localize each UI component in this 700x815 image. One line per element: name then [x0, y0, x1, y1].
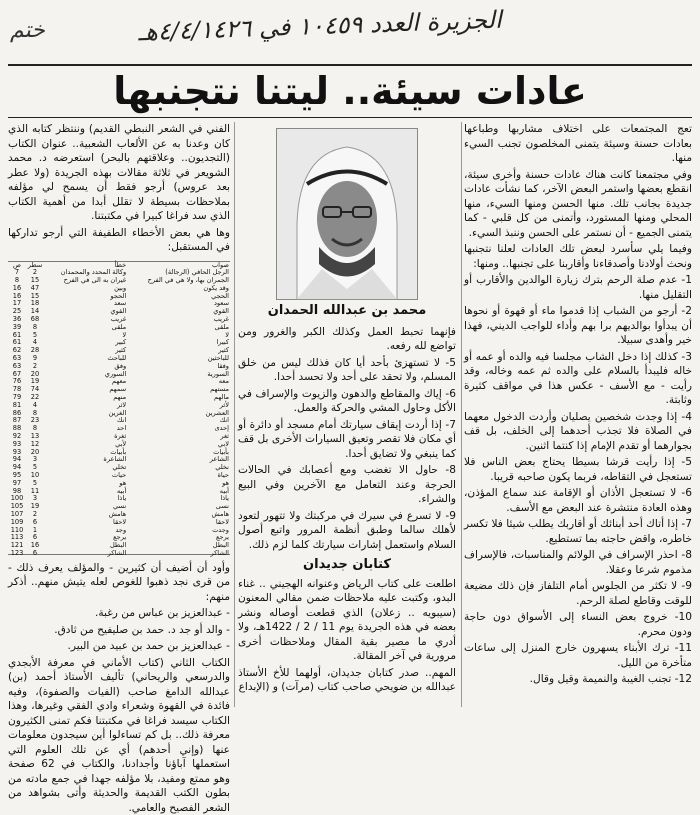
table-cell: 78	[8, 386, 26, 394]
table-cell: 15	[26, 277, 44, 285]
table-cell: 39	[8, 324, 26, 332]
author-portrait-image	[277, 129, 417, 299]
table-cell: 23	[26, 417, 44, 425]
table-cell: الحجي	[127, 293, 230, 301]
paragraph: 2- أرجو من الشباب إذا قدموا ماء أو قهوة أو نحوها أن يبدأوا بوالديهم برا بهم وأداء للواجب الديني، فهذا خير وأهدى سبيلا.	[464, 304, 692, 348]
table-cell: مستهم	[127, 386, 230, 394]
table-cell: لا	[44, 332, 127, 340]
table-cell: يرجع	[44, 534, 127, 542]
table-cell: إحدى	[127, 425, 230, 433]
paragraph: وفي مجتمعنا كانت هناك عادات حسنة وأخرى سيئة، انقطع بعضها واستمر البعض الآخر، كما نشأت عادات جديدة بجانب تلك. منها الحسن ومنها السيء، منها المحلي ومنها المستورد، وأتمنى من كل قلبي - كما يتمنى الجميع - أن نستمر على الحسن وننبذ السيء.	[464, 168, 692, 241]
paragraph: 7- إذا أردت إيقاف سيارتك أمام مسجد أو دائرة أو أي مكان فلا تقصر وتعيق السيارات الأخرى بل قف كما ينبغي ولا تضايق أحدا.	[238, 418, 456, 462]
table-cell: كثير	[127, 347, 230, 355]
table-cell: 62	[8, 347, 26, 355]
column-divider	[461, 122, 462, 707]
table-cell: 61	[8, 332, 26, 340]
errata-table-body	[8, 269, 230, 557]
table-cell: القوي	[127, 308, 230, 316]
table-cell: 100	[8, 495, 26, 503]
table-cell: 7	[8, 269, 26, 277]
paragraph: 3- كذلك إذا دخل الشاب مجلسا فيه والده أو عمه أو خاله فليبدأ بالسلام على والده ثم عمه وخاله، وقد رأيت - مع الأسف - عكس هذا في مواقف كثيرة وثابتة.	[464, 350, 692, 408]
table-cell: 3	[26, 456, 44, 464]
paragraph: 6- إياك والمقاطع والدهون والزيوت والإسراف في الأكل وحاول المشي والحركة والعمل.	[238, 387, 456, 416]
table-cell: 36	[8, 316, 26, 324]
table-cell: الحجو	[44, 293, 127, 301]
table-row	[8, 324, 230, 332]
table-cell: الشاكر	[44, 550, 127, 558]
paragraph: فإنهما تحبط العمل وكذلك الكبر والغرور ومن تواضع لله رفعه.	[238, 325, 456, 354]
table-row	[8, 550, 230, 558]
table-cell: 19	[26, 503, 44, 511]
table-cell: 5	[26, 332, 44, 340]
table-cell: 67	[8, 371, 26, 379]
table-cell: العشرين	[127, 410, 230, 418]
table-cell: نسي	[44, 503, 127, 511]
table-cell: لأبي	[44, 441, 127, 449]
table-cell: 28	[26, 347, 44, 355]
table-cell: 4	[26, 402, 44, 410]
header-cell: صواب	[127, 262, 230, 270]
table-cell: 113	[8, 534, 26, 542]
table-cell: 17	[8, 300, 26, 308]
table-cell: نخلي	[127, 464, 230, 472]
table-cell: أبيه	[44, 488, 127, 496]
photo-caption: محمد بن عبدالله الحمدان	[238, 304, 456, 319]
section-subheading: كتابان جديدان	[238, 558, 456, 573]
column-left	[8, 122, 230, 707]
table-cell: 19	[26, 378, 44, 386]
table-cell: بأبيات	[127, 449, 230, 457]
paragraph: الفني في الشعر النبطي القديم) وننتظر كتابه الذي كان وعدنا به عن الألعاب الشعبية.. عنوان الكتاب (التجديون.. وعلاقتهم بالبحر) استعرضه د. محمد الشويعر في ثلاثة مقالات بهذه الجريدة (ولا عطر بعد عروس) أرجو فقط أن يسمح لي مؤلفه بملاحظات بسيطة لا تقلل أبدا من أهمية الكتاب الذي سد فراغا كبيرا في مكتبتنا.	[8, 122, 230, 224]
header-cell: ص	[8, 262, 26, 270]
table-cell: البطل	[44, 542, 127, 550]
table-cell: 14	[26, 308, 44, 316]
table-cell: انك	[127, 417, 230, 425]
table-cell: 4	[26, 339, 44, 347]
table-cell: 22	[26, 394, 44, 402]
table-cell: وفقا	[127, 363, 230, 371]
paragraph: وها هي بعض الأخطاء الطفيفة التي أرجو تداركها في المستقبل:	[8, 226, 230, 255]
table-cell: الرجل الحافي (الرجالة)	[127, 269, 230, 277]
table-cell: 93	[8, 449, 26, 457]
table-cell: 5	[26, 480, 44, 488]
table-cell: وكالة المحدد والمحمدان	[44, 269, 127, 277]
table-cell: القوي	[44, 308, 127, 316]
table-cell: 107	[8, 511, 26, 519]
table-cell: 105	[8, 503, 26, 511]
table-cell: 8	[26, 324, 44, 332]
table-cell: 110	[8, 527, 26, 535]
table-cell: 11	[26, 488, 44, 496]
table-cell: 76	[8, 378, 26, 386]
column-right	[464, 122, 692, 707]
paragraph: 10- خروج بعض النساء إلى الأسواق دون حاجة ودون محرم.	[464, 610, 692, 639]
paragraph: - والد أو جد د. حمد بن صليفيح من ثادق.	[8, 623, 230, 638]
table-cell: 16	[8, 293, 26, 301]
table-cell: 6	[26, 550, 44, 558]
table-cell: 2	[26, 511, 44, 519]
table-cell: 61	[8, 339, 26, 347]
table-cell: 1	[26, 527, 44, 535]
table-cell: 20	[26, 449, 44, 457]
table-cell: أبيه	[127, 488, 230, 496]
table-cell: 93	[8, 441, 26, 449]
table-cell: 86	[8, 410, 26, 418]
author-photo	[276, 128, 418, 300]
table-cell: 5	[26, 464, 44, 472]
paragraph: 12- تجنب الغيبة والنميمة وقيل وقال.	[464, 672, 692, 687]
paragraph: 6- لا تستعجل الأذان أو الإقامة عند سماع المؤذن، وهذه العادة منتشرة عند البعض مع الأسف.	[464, 486, 692, 515]
table-cell: كبير	[44, 339, 127, 347]
table-cell: غريب	[44, 316, 127, 324]
table-cell: لاثر	[44, 402, 127, 410]
table-cell: 63	[8, 363, 26, 371]
handwritten-source-note	[70, 6, 570, 46]
column-middle	[238, 122, 456, 707]
table-cell: هو	[127, 480, 230, 488]
table-cell: هو	[44, 480, 127, 488]
table-cell: 47	[26, 285, 44, 293]
table-cell: ملقى	[127, 324, 230, 332]
table-cell: لاحقا	[44, 519, 127, 527]
table-cell: 94	[8, 464, 26, 472]
table-cell: معه	[127, 378, 230, 386]
table-cell: 94	[8, 456, 26, 464]
paragraph: 9- لا تسرع في سيرك في مركبتك ولا تتهور لتعود لأهلك سالما وطبق أنظمة المرور واتبع أصول السلام واستعمل إشارات سيارتك كلما لزم ذلك.	[238, 509, 456, 553]
table-cell: ملقى	[44, 324, 127, 332]
article-headline: عادات سيئة.. ليتنا نتجنبها	[8, 66, 692, 116]
table-cell: لا	[127, 332, 230, 340]
table-cell: 6	[26, 519, 44, 527]
table-cell: السوري	[44, 371, 127, 379]
table-cell: 88	[8, 425, 26, 433]
header-cell: سطر	[26, 262, 44, 270]
table-cell: الشاعر	[127, 456, 230, 464]
table-cell: مالهم	[127, 394, 230, 402]
table-cell: معهم	[44, 378, 127, 386]
table-cell: وجدت	[127, 527, 230, 535]
table-cell: 8	[26, 410, 44, 418]
table-cell: 121	[8, 542, 26, 550]
table-cell: تخلي	[44, 464, 127, 472]
table-cell: 95	[8, 472, 26, 480]
table-cell: حيات	[44, 472, 127, 480]
table-cell: سمهم	[44, 386, 127, 394]
table-cell: ثغر	[127, 433, 230, 441]
table-cell: 87	[8, 417, 26, 425]
paragraph: وفيما يلي سأسرد لبعض تلك العادات لعلنا نتجنبها ونحث أولادنا وأصدقاءنا وأقاربنا على تجنبها.. ومنها:	[464, 242, 692, 271]
table-cell: 20	[26, 371, 44, 379]
paragraph: تعج المجتمعات على اختلاف مشاربها وطباعها بعادات حسنة وسيئة يتمنى المخلصون تجنب السيء منها.	[464, 122, 692, 166]
table-cell: 2	[26, 363, 44, 371]
paragraph: 9- لا تكثر من الجلوس أمام التلفاز فإن ذلك مضيعة للوقت وقاطع لصلة الرحم.	[464, 579, 692, 608]
table-cell: 68	[26, 316, 44, 324]
handwritten-scribble: ختم	[10, 18, 45, 43]
table-cell: نسى	[127, 503, 230, 511]
paragraph: - عبدالعزيز بن عباس من رغبة.	[8, 606, 230, 621]
table-cell: وجد	[44, 527, 127, 535]
table-cell: 18	[26, 300, 44, 308]
paragraph: 4- إذا وجدت شخصين يصليان وأردت الدخول معهما في الصلاة فلا تجذب أحدهما إلى الخلف، بل قف بجوارهما أو تقدم الإمام إذا كنتما اثنين.	[464, 410, 692, 454]
table-cell: 3	[26, 495, 44, 503]
headline-bottom-rule	[8, 117, 692, 118]
table-cell: 92	[8, 433, 26, 441]
table-cell: هامش	[127, 511, 230, 519]
table-cell: 63	[8, 355, 26, 363]
header-cell: خطأ	[44, 262, 127, 270]
source-note-text: الجزيرة العدد ١٠٤٥٩ في ٤/٤/١٤٢٦هـ	[138, 6, 502, 47]
table-cell: كثير	[44, 347, 127, 355]
table-cell: 25	[8, 308, 26, 316]
table-cell: 6	[26, 534, 44, 542]
table-cell: ثغرة	[44, 433, 127, 441]
table-cell: 97	[8, 480, 26, 488]
table-cell: 98	[8, 488, 26, 496]
paragraph: 8- حاول الا تغضب ومع أعصابك في الحالات الحرجة وعند التعامل مع الآخرين وفي البيع والشراء.	[238, 463, 456, 507]
table-cell: كبيرا	[127, 339, 230, 347]
paragraph: الكتاب الثاني (كتاب الأماني في معرفة الأبجدي والدرسعي والريحاني) تأليف الأستاذ أحمد (بن) عبدالله الدامغ صاحب (الفيات والصفوة)، وفيه فائدة في القهوة وشعراء وادي الفقي وغيرها، وهذا الكتاب سيسد فراغا في مكتبتنا فكم تمنى الكثيرون معرفة ذلك.. بل كم تساءلوا أين سيجدون معلومات عنها (وإني أحدهم) أي عن تلك العلوم التي استعملها آباؤنا وأجدادنا، والكتاب في 62 صفحة وهو ممتع ومفيد، بلا مؤلفه جهدا في جمع مادته من بطون الكتب القديمة والحديثة وأتى بشواهد من الشعر الفصيح والعامي.	[8, 656, 230, 815]
table-cell: وفق	[44, 363, 127, 371]
paragraph: 5- إذا رأيت قرشا بسيطا يحتاج بعض الناس فلا تستعجل في التقاطه، فربما يكون صاحبه قريبا.	[464, 455, 692, 484]
paragraph: وأود أن أضيف أن كثيرين - والمؤلف يعرف ذلك - من قرى نجد ذهبوا للغوص لعله يتيش منهم.. أذكر منهم:	[8, 561, 230, 605]
table-cell: حياة	[127, 472, 230, 480]
errata-table-wrapper	[8, 261, 230, 555]
table-cell: سعد	[44, 300, 127, 308]
column-divider	[234, 122, 235, 707]
table-cell: الغرين	[44, 410, 127, 418]
table-cell: ياذا	[44, 495, 127, 503]
table-cell: البطل	[127, 542, 230, 550]
table-cell: 16	[8, 285, 26, 293]
table-cell: لأثر	[127, 402, 230, 410]
table-cell: انك	[44, 417, 127, 425]
table-cell: 81	[8, 402, 26, 410]
table-cell: الجمران بها، ولا هي في الفرح	[127, 277, 230, 285]
paragraph: 1- عدم صلة الرحم بترك زيارة الوالدين والأقارب أو التقليل منها.	[464, 273, 692, 302]
table-cell: 79	[8, 394, 26, 402]
table-cell: هامش	[44, 511, 127, 519]
table-cell: للباحث	[44, 355, 127, 363]
table-cell: 9	[26, 355, 44, 363]
paragraph: 7- إذا أتاك أحد أبنائك أو أقاربك يطلب شيئا فلا تكسر خاطره، واقض حاجته بما تستطيع.	[464, 517, 692, 546]
paragraph: - عبدالعزيز بن حمد بن عبيد من البير.	[8, 639, 230, 654]
paragraph: 8- احذر الإسراف في الولائم والمناسبات، فالإسراف مذموم شرعا وعقلا.	[464, 548, 692, 577]
table-cell: 10	[26, 472, 44, 480]
table-cell: منهم	[44, 394, 127, 402]
table-cell: 109	[8, 519, 26, 527]
table-cell: 15	[26, 293, 44, 301]
table-cell: الشاعرة	[44, 456, 127, 464]
table-cell: 12	[26, 441, 44, 449]
paragraph: اطلعت على كتاب الرياض وعنوانه الهجيني .. غناء البدو، وكتبت عليه ملاحظات ضمن مقالي المعنون (سيبويه .. زعلان) الذي قطعت أوصاله ونشر بعضه في هذه الجريدة يوم 11 / 2 / 1422هـ، ولا أدري ما مصير بقية المقال وملاحظات أخرى مرورية في آخر المقالة.	[238, 577, 456, 664]
table-cell: احد	[44, 425, 127, 433]
table-cell: ياذا	[127, 495, 230, 503]
table-cell: يرجع	[127, 534, 230, 542]
table-cell: 123	[8, 550, 26, 558]
table-cell: 16	[26, 542, 44, 550]
paragraph: 11- ترك الأبناء يسهرون خارج المنزل إلى ساعات متأخرة من الليل.	[464, 641, 692, 670]
table-cell: وقد يكون	[127, 285, 230, 293]
paragraph: 5- لا تستهزئ بأحد أيا كان فذلك ليس من خلق المسلم، ولا تحقد على أحد ولا تحسد أحدا.	[238, 356, 456, 385]
table-cell: لابي	[127, 441, 230, 449]
table-cell: الشاكر	[127, 550, 230, 558]
table-cell: بأبيات	[44, 449, 127, 457]
table-cell: 74	[26, 386, 44, 394]
table-cell: غريب	[127, 316, 230, 324]
table-cell: 2	[26, 269, 44, 277]
table-cell: 8	[8, 277, 26, 285]
paragraph: المهم.. صدر كتابان جديدان، أولهما للأخ الأستاذ عبدالله بن ضويحي صاحب كتاب (مرآت) و (الإبداع	[238, 666, 456, 695]
table-cell: 13	[26, 433, 44, 441]
table-cell: غيران به الى في الفرح	[44, 277, 127, 285]
table-cell: 8	[26, 425, 44, 433]
table-cell: لاحقا	[127, 519, 230, 527]
table-cell: السورية	[127, 371, 230, 379]
table-cell: للباحثين	[127, 355, 230, 363]
table-cell: سعود	[127, 300, 230, 308]
errata-table	[8, 262, 230, 558]
table-cell: وبين	[44, 285, 127, 293]
